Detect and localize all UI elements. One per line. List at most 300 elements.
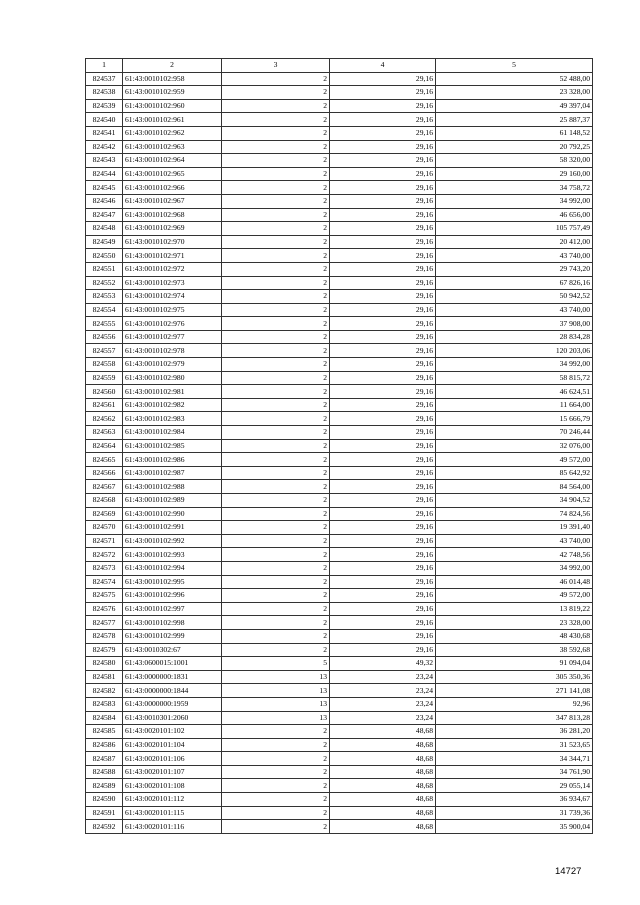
- value-col-3-cell: 2: [222, 820, 330, 834]
- value-col-5-cell: 42 748,56: [436, 548, 593, 562]
- row-number-cell: 824550: [86, 249, 123, 263]
- cadastral-number-cell: 61:43:0010102:989: [123, 494, 222, 508]
- row-number-cell: 824555: [86, 317, 123, 331]
- row-number-cell: 824553: [86, 290, 123, 304]
- table-row: [86, 684, 593, 698]
- value-col-4-cell: 29,16: [330, 330, 436, 344]
- value-col-3-cell: 2: [222, 140, 330, 154]
- value-col-5-cell: 29 055,14: [436, 779, 593, 793]
- value-col-4-cell: 29,16: [330, 113, 436, 127]
- table-row: [86, 765, 593, 779]
- table-row: [86, 262, 593, 276]
- table-row: [86, 385, 593, 399]
- table-row: [86, 534, 593, 548]
- cadastral-number-cell: 61:43:0010102:992: [123, 534, 222, 548]
- table-row: [86, 412, 593, 426]
- cadastral-number-cell: 61:43:0010102:962: [123, 126, 222, 140]
- value-col-3-cell: 2: [222, 371, 330, 385]
- value-col-5-cell: 20 412,00: [436, 235, 593, 249]
- value-col-4-cell: 48,68: [330, 738, 436, 752]
- value-col-3-cell: 2: [222, 602, 330, 616]
- cadastral-number-cell: 61:43:0010102:983: [123, 412, 222, 426]
- cadastral-number-cell: 61:43:0010102:976: [123, 317, 222, 331]
- row-number-cell: 824558: [86, 358, 123, 372]
- value-col-3-cell: 2: [222, 507, 330, 521]
- value-col-3-cell: 13: [222, 670, 330, 684]
- column-header-1: 1: [86, 59, 123, 73]
- value-col-3-cell: 2: [222, 99, 330, 113]
- value-col-5-cell: 36 934,67: [436, 793, 593, 807]
- value-col-4-cell: 29,16: [330, 154, 436, 168]
- value-col-4-cell: 29,16: [330, 317, 436, 331]
- value-col-4-cell: 29,16: [330, 534, 436, 548]
- row-number-cell: 824561: [86, 398, 123, 412]
- row-number-cell: 824538: [86, 86, 123, 100]
- value-col-3-cell: 2: [222, 154, 330, 168]
- value-col-5-cell: 105 757,49: [436, 222, 593, 236]
- cadastral-number-cell: 61:43:0010102:975: [123, 303, 222, 317]
- row-number-cell: 824591: [86, 806, 123, 820]
- value-col-4-cell: 29,16: [330, 99, 436, 113]
- row-number-cell: 824573: [86, 561, 123, 575]
- cadastral-number-cell: 61:43:0010301:2060: [123, 711, 222, 725]
- value-col-4-cell: 29,16: [330, 276, 436, 290]
- value-col-4-cell: 29,16: [330, 602, 436, 616]
- row-number-cell: 824571: [86, 534, 123, 548]
- value-col-3-cell: 2: [222, 561, 330, 575]
- row-number-cell: 824588: [86, 765, 123, 779]
- value-col-3-cell: 2: [222, 330, 330, 344]
- value-col-3-cell: 2: [222, 793, 330, 807]
- table-row: [86, 629, 593, 643]
- table-row: [86, 820, 593, 834]
- value-col-4-cell: 23,24: [330, 684, 436, 698]
- table-row: [86, 276, 593, 290]
- value-col-5-cell: 48 430,68: [436, 629, 593, 643]
- row-number-cell: 824563: [86, 426, 123, 440]
- value-col-4-cell: 29,16: [330, 194, 436, 208]
- value-col-3-cell: 2: [222, 725, 330, 739]
- cadastral-number-cell: 61:43:0010102:961: [123, 113, 222, 127]
- value-col-5-cell: 85 642,92: [436, 466, 593, 480]
- row-number-cell: 824544: [86, 167, 123, 181]
- value-col-4-cell: 29,16: [330, 643, 436, 657]
- table-row: [86, 738, 593, 752]
- cadastral-number-cell: 61:43:0010102:964: [123, 154, 222, 168]
- cadastral-number-cell: 61:43:0010102:980: [123, 371, 222, 385]
- cadastral-number-cell: 61:43:0000000:1959: [123, 697, 222, 711]
- cadastral-number-cell: 61:43:0020101:106: [123, 752, 222, 766]
- cadastral-number-cell: 61:43:0020101:116: [123, 820, 222, 834]
- row-number-cell: 824569: [86, 507, 123, 521]
- value-col-4-cell: 29,16: [330, 575, 436, 589]
- cadastral-number-cell: 61:43:0020101:107: [123, 765, 222, 779]
- value-col-5-cell: 70 246,44: [436, 426, 593, 440]
- table-row: [86, 670, 593, 684]
- value-col-3-cell: 2: [222, 494, 330, 508]
- value-col-5-cell: 58 815,72: [436, 371, 593, 385]
- value-col-5-cell: 120 203,06: [436, 344, 593, 358]
- table-row: [86, 779, 593, 793]
- value-col-4-cell: 48,68: [330, 752, 436, 766]
- table-row: [86, 154, 593, 168]
- table-row: [86, 589, 593, 603]
- value-col-5-cell: 58 320,00: [436, 154, 593, 168]
- value-col-5-cell: 50 942,52: [436, 290, 593, 304]
- value-col-4-cell: 29,16: [330, 385, 436, 399]
- value-col-5-cell: 34 992,00: [436, 358, 593, 372]
- cadastral-number-cell: 61:43:0010102:978: [123, 344, 222, 358]
- value-col-4-cell: 29,16: [330, 494, 436, 508]
- value-col-5-cell: 31 523,65: [436, 738, 593, 752]
- value-col-4-cell: 48,68: [330, 806, 436, 820]
- table-row: [86, 725, 593, 739]
- row-number-cell: 824567: [86, 480, 123, 494]
- table-row: [86, 167, 593, 181]
- table-row: [86, 602, 593, 616]
- value-col-3-cell: 2: [222, 480, 330, 494]
- value-col-4-cell: 23,24: [330, 670, 436, 684]
- value-col-5-cell: 46 656,00: [436, 208, 593, 222]
- value-col-5-cell: 34 761,90: [436, 765, 593, 779]
- value-col-5-cell: 37 908,00: [436, 317, 593, 331]
- cadastral-number-cell: 61:43:0010102:970: [123, 235, 222, 249]
- value-col-5-cell: 305 350,36: [436, 670, 593, 684]
- value-col-3-cell: 2: [222, 194, 330, 208]
- value-col-5-cell: 49 572,00: [436, 453, 593, 467]
- table-row: [86, 657, 593, 671]
- cadastral-number-cell: 61:43:0010102:972: [123, 262, 222, 276]
- value-col-3-cell: 2: [222, 249, 330, 263]
- value-col-4-cell: 29,16: [330, 412, 436, 426]
- cadastral-number-cell: 61:43:0010102:982: [123, 398, 222, 412]
- row-number-cell: 824562: [86, 412, 123, 426]
- value-col-4-cell: 29,16: [330, 167, 436, 181]
- value-col-3-cell: 2: [222, 752, 330, 766]
- row-number-cell: 824539: [86, 99, 123, 113]
- row-number-cell: 824581: [86, 670, 123, 684]
- table-row: [86, 697, 593, 711]
- value-col-5-cell: 43 740,00: [436, 303, 593, 317]
- cadastral-number-cell: 61:43:0010102:987: [123, 466, 222, 480]
- value-col-3-cell: 2: [222, 385, 330, 399]
- cadastral-number-cell: 61:43:0010102:973: [123, 276, 222, 290]
- cadastral-number-cell: 61:43:0010102:993: [123, 548, 222, 562]
- value-col-4-cell: 29,16: [330, 521, 436, 535]
- table-row: [86, 575, 593, 589]
- value-col-3-cell: 2: [222, 358, 330, 372]
- value-col-5-cell: 23 328,00: [436, 86, 593, 100]
- row-number-cell: 824590: [86, 793, 123, 807]
- table-row: [86, 86, 593, 100]
- column-header-3: 3: [222, 59, 330, 73]
- table-row: [86, 561, 593, 575]
- value-col-3-cell: 2: [222, 86, 330, 100]
- value-col-3-cell: 2: [222, 181, 330, 195]
- row-number-cell: 824565: [86, 453, 123, 467]
- row-number-cell: 824543: [86, 154, 123, 168]
- table-row: [86, 235, 593, 249]
- value-col-4-cell: 29,16: [330, 616, 436, 630]
- value-col-3-cell: 2: [222, 548, 330, 562]
- value-col-3-cell: 2: [222, 262, 330, 276]
- value-col-3-cell: 2: [222, 521, 330, 535]
- row-number-cell: 824552: [86, 276, 123, 290]
- row-number-cell: 824547: [86, 208, 123, 222]
- value-col-3-cell: 5: [222, 657, 330, 671]
- row-number-cell: 824560: [86, 385, 123, 399]
- cadastral-number-cell: 61:43:0010102:979: [123, 358, 222, 372]
- cadastral-number-cell: 61:43:0010102:986: [123, 453, 222, 467]
- table-row: [86, 126, 593, 140]
- value-col-5-cell: 25 887,37: [436, 113, 593, 127]
- value-col-4-cell: 48,68: [330, 779, 436, 793]
- cadastral-number-cell: 61:43:0010102:984: [123, 426, 222, 440]
- value-col-3-cell: 2: [222, 765, 330, 779]
- row-number-cell: 824540: [86, 113, 123, 127]
- value-col-5-cell: 34 992,00: [436, 194, 593, 208]
- value-col-5-cell: 34 344,71: [436, 752, 593, 766]
- value-col-5-cell: 91 094,04: [436, 657, 593, 671]
- value-col-3-cell: 2: [222, 412, 330, 426]
- table-row: [86, 616, 593, 630]
- cadastral-number-cell: 61:43:0010102:969: [123, 222, 222, 236]
- value-col-3-cell: 2: [222, 303, 330, 317]
- row-number-cell: 824566: [86, 466, 123, 480]
- value-col-4-cell: 48,68: [330, 725, 436, 739]
- table-row: [86, 317, 593, 331]
- row-number-cell: 824545: [86, 181, 123, 195]
- cadastral-number-cell: 61:43:0020101:102: [123, 725, 222, 739]
- column-header-2: 2: [123, 59, 222, 73]
- cadastral-number-cell: 61:43:0010102:985: [123, 439, 222, 453]
- value-col-4-cell: 29,16: [330, 140, 436, 154]
- cadastral-number-cell: 61:43:0010102:967: [123, 194, 222, 208]
- table-row: [86, 494, 593, 508]
- value-col-3-cell: 2: [222, 466, 330, 480]
- value-col-5-cell: 35 900,04: [436, 820, 593, 834]
- value-col-3-cell: 13: [222, 711, 330, 725]
- cadastral-number-cell: 61:43:0010102:963: [123, 140, 222, 154]
- value-col-3-cell: 2: [222, 290, 330, 304]
- row-number-cell: 824578: [86, 629, 123, 643]
- value-col-5-cell: 92,96: [436, 697, 593, 711]
- value-col-5-cell: 15 666,79: [436, 412, 593, 426]
- value-col-3-cell: 2: [222, 126, 330, 140]
- value-col-5-cell: 28 834,28: [436, 330, 593, 344]
- value-col-4-cell: 29,16: [330, 561, 436, 575]
- cadastral-number-cell: 61:43:0010102:996: [123, 589, 222, 603]
- value-col-4-cell: 29,16: [330, 249, 436, 263]
- value-col-5-cell: 11 664,00: [436, 398, 593, 412]
- value-col-4-cell: 48,68: [330, 820, 436, 834]
- value-col-4-cell: 29,16: [330, 629, 436, 643]
- cadastral-number-cell: 61:43:0010102:971: [123, 249, 222, 263]
- value-col-5-cell: 347 813,28: [436, 711, 593, 725]
- cadastral-number-cell: 61:43:0010102:995: [123, 575, 222, 589]
- value-col-3-cell: 2: [222, 779, 330, 793]
- value-col-3-cell: 2: [222, 72, 330, 86]
- value-col-4-cell: 29,16: [330, 426, 436, 440]
- value-col-4-cell: 29,16: [330, 548, 436, 562]
- cadastral-number-cell: 61:43:0010102:988: [123, 480, 222, 494]
- value-col-3-cell: 2: [222, 167, 330, 181]
- cadastral-number-cell: 61:43:0010102:997: [123, 602, 222, 616]
- value-col-3-cell: 2: [222, 629, 330, 643]
- data-table: [85, 58, 593, 834]
- table-body: [86, 72, 593, 833]
- table-row: [86, 521, 593, 535]
- row-number-cell: 824542: [86, 140, 123, 154]
- value-col-4-cell: 29,16: [330, 290, 436, 304]
- value-col-5-cell: 46 014,48: [436, 575, 593, 589]
- row-number-cell: 824577: [86, 616, 123, 630]
- value-col-4-cell: 29,16: [330, 466, 436, 480]
- value-col-3-cell: 2: [222, 738, 330, 752]
- table-row: [86, 358, 593, 372]
- table-row: [86, 548, 593, 562]
- value-col-4-cell: 29,16: [330, 344, 436, 358]
- cadastral-number-cell: 61:43:0010102:999: [123, 629, 222, 643]
- value-col-3-cell: 2: [222, 317, 330, 331]
- value-col-3-cell: 2: [222, 806, 330, 820]
- value-col-4-cell: 29,16: [330, 208, 436, 222]
- table-row: [86, 466, 593, 480]
- value-col-4-cell: 29,16: [330, 398, 436, 412]
- value-col-3-cell: 2: [222, 616, 330, 630]
- value-col-5-cell: 29 160,00: [436, 167, 593, 181]
- value-col-3-cell: 2: [222, 643, 330, 657]
- cadastral-number-cell: 61:43:0010102:959: [123, 86, 222, 100]
- value-col-4-cell: 29,16: [330, 181, 436, 195]
- value-col-4-cell: 29,16: [330, 439, 436, 453]
- value-col-5-cell: 13 819,22: [436, 602, 593, 616]
- cadastral-number-cell: 61:43:0010102:991: [123, 521, 222, 535]
- table-row: [86, 480, 593, 494]
- table-row: [86, 113, 593, 127]
- row-number-cell: 824557: [86, 344, 123, 358]
- value-col-5-cell: 34 904,52: [436, 494, 593, 508]
- value-col-5-cell: 20 792,25: [436, 140, 593, 154]
- cadastral-number-cell: 61:43:0000000:1844: [123, 684, 222, 698]
- table-row: [86, 330, 593, 344]
- table-row: [86, 194, 593, 208]
- row-number-cell: 824568: [86, 494, 123, 508]
- page-number: 14727: [555, 866, 582, 877]
- row-number-cell: 824572: [86, 548, 123, 562]
- table-row: [86, 222, 593, 236]
- table-row: [86, 344, 593, 358]
- value-col-5-cell: 29 743,20: [436, 262, 593, 276]
- cadastral-number-cell: 61:43:0010102:958: [123, 72, 222, 86]
- cadastral-number-cell: 61:43:0020101:108: [123, 779, 222, 793]
- cadastral-number-cell: 61:43:0010302:67: [123, 643, 222, 657]
- table-row: [86, 453, 593, 467]
- table-row: [86, 711, 593, 725]
- row-number-cell: 824548: [86, 222, 123, 236]
- row-number-cell: 824559: [86, 371, 123, 385]
- value-col-3-cell: 2: [222, 344, 330, 358]
- cadastral-number-cell: 61:43:0010102:965: [123, 167, 222, 181]
- value-col-4-cell: 23,24: [330, 697, 436, 711]
- value-col-5-cell: 34 992,00: [436, 561, 593, 575]
- table-row: [86, 439, 593, 453]
- cadastral-number-cell: 61:43:0010102:968: [123, 208, 222, 222]
- cadastral-number-cell: 61:43:0010102:966: [123, 181, 222, 195]
- table-row: [86, 806, 593, 820]
- cadastral-number-cell: 61:43:0020101:104: [123, 738, 222, 752]
- value-col-4-cell: 29,16: [330, 262, 436, 276]
- cadastral-number-cell: 61:43:0010102:990: [123, 507, 222, 521]
- value-col-3-cell: 2: [222, 534, 330, 548]
- value-col-4-cell: 29,16: [330, 86, 436, 100]
- cadastral-number-cell: 61:43:0010102:977: [123, 330, 222, 344]
- row-number-cell: 824546: [86, 194, 123, 208]
- row-number-cell: 824576: [86, 602, 123, 616]
- cadastral-number-cell: 61:43:0600015:1001: [123, 657, 222, 671]
- value-col-3-cell: 2: [222, 235, 330, 249]
- value-col-3-cell: 2: [222, 208, 330, 222]
- table-row: [86, 208, 593, 222]
- value-col-3-cell: 2: [222, 589, 330, 603]
- value-col-3-cell: 2: [222, 426, 330, 440]
- row-number-cell: 824586: [86, 738, 123, 752]
- value-col-3-cell: 13: [222, 697, 330, 711]
- table-row: [86, 398, 593, 412]
- table-row: [86, 643, 593, 657]
- value-col-4-cell: 29,16: [330, 589, 436, 603]
- value-col-3-cell: 13: [222, 684, 330, 698]
- table-row: [86, 249, 593, 263]
- value-col-3-cell: 2: [222, 398, 330, 412]
- cadastral-number-cell: 61:43:0010102:994: [123, 561, 222, 575]
- value-col-5-cell: 271 141,08: [436, 684, 593, 698]
- row-number-cell: 824541: [86, 126, 123, 140]
- table-row: [86, 426, 593, 440]
- table-row: [86, 99, 593, 113]
- value-col-3-cell: 2: [222, 276, 330, 290]
- value-col-5-cell: 34 758,72: [436, 181, 593, 195]
- row-number-cell: 824589: [86, 779, 123, 793]
- row-number-cell: 824570: [86, 521, 123, 535]
- value-col-4-cell: 29,16: [330, 222, 436, 236]
- row-number-cell: 824583: [86, 697, 123, 711]
- value-col-5-cell: 38 592,68: [436, 643, 593, 657]
- value-col-5-cell: 61 148,52: [436, 126, 593, 140]
- value-col-4-cell: 23,24: [330, 711, 436, 725]
- value-col-4-cell: 29,16: [330, 303, 436, 317]
- table-row: [86, 181, 593, 195]
- row-number-cell: 824582: [86, 684, 123, 698]
- value-col-5-cell: 23 328,00: [436, 616, 593, 630]
- value-col-4-cell: 29,16: [330, 480, 436, 494]
- table-row: [86, 793, 593, 807]
- value-col-4-cell: 29,16: [330, 72, 436, 86]
- value-col-5-cell: 31 739,36: [436, 806, 593, 820]
- column-header-4: 4: [330, 59, 436, 73]
- value-col-4-cell: 49,32: [330, 657, 436, 671]
- cadastral-number-cell: 61:43:0010102:981: [123, 385, 222, 399]
- value-col-4-cell: 29,16: [330, 358, 436, 372]
- row-number-cell: 824551: [86, 262, 123, 276]
- row-number-cell: 824554: [86, 303, 123, 317]
- value-col-3-cell: 2: [222, 222, 330, 236]
- row-number-cell: 824575: [86, 589, 123, 603]
- row-number-cell: 824579: [86, 643, 123, 657]
- cadastral-number-cell: 61:43:0010102:960: [123, 99, 222, 113]
- row-number-cell: 824564: [86, 439, 123, 453]
- value-col-5-cell: 49 572,00: [436, 589, 593, 603]
